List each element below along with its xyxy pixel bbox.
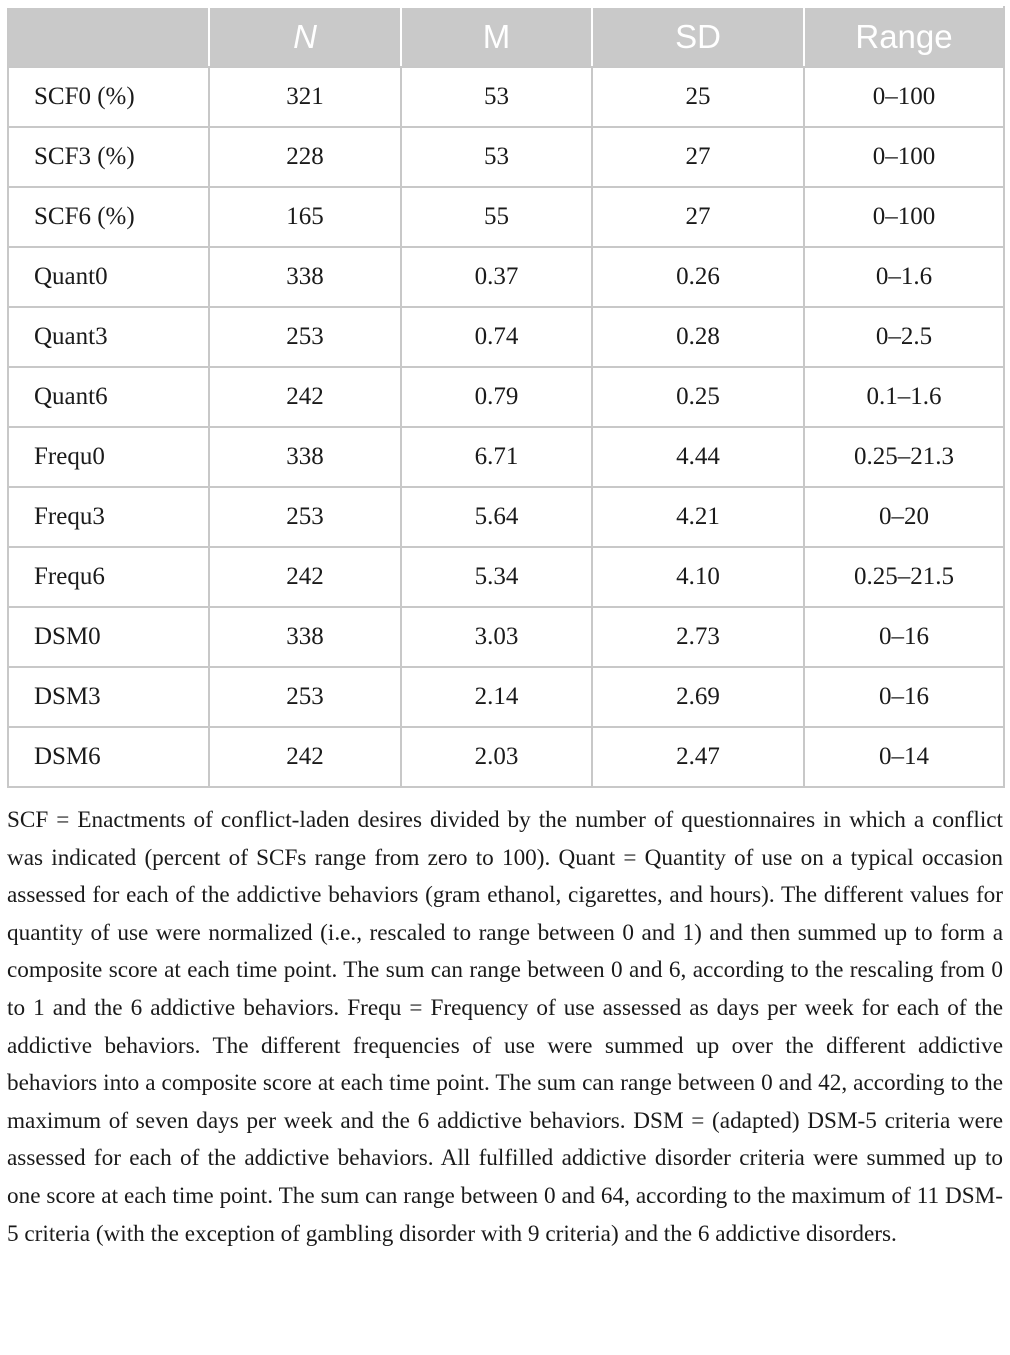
cell-n: 338 — [209, 247, 401, 307]
cell-range: 0–20 — [804, 487, 1004, 547]
cell-m: 55 — [401, 187, 592, 247]
cell-sd: 4.44 — [592, 427, 804, 487]
table-footnote: SCF = Enactments of conflict-laden desires divided by the number of questionnaires in which a conflict was indicated (percent of SCFs range from zero to 100). Quant = Quantity of use on a typical occasion assessed for each of the addictive behaviors (gram ethanol, cigarettes, and hours). The different values for quantity of use were normalized (i.e., rescaled to range between 0 and 1) and then summed up to form a composite score at each time point. The sum can range between 0 and 6, according to the rescaling from 0 to 1 and the 6 addictive behaviors. Frequ = Frequency of use assessed as days per week for each of the addictive behaviors. The different frequencies of use were summed up over the different addictive behaviors into a composite score at each time point. The sum can range between 0 and 42, according to the maximum of seven days per week and the 6 addictive behaviors. DSM = (adapted) DSM-5 criteria were assessed for each of the addictive behaviors. All fulfilled addictive disorder criteria were summed up to one score at each time point. The sum can range between 0 and 64, according to the maximum of 11 DSM-5 criteria (with the exception of gambling disorder with 9 criteria) and the 6 addictive disorders. — [7, 807, 1003, 1247]
cell-n: 253 — [209, 667, 401, 727]
cell-sd: 4.21 — [592, 487, 804, 547]
cell-sd: 2.73 — [592, 607, 804, 667]
cell-range: 0–100 — [804, 187, 1004, 247]
cell-m: 2.03 — [401, 727, 592, 787]
cell-sd: 2.47 — [592, 727, 804, 787]
row-label: SCF0 (%) — [8, 67, 209, 127]
row-label: DSM3 — [8, 667, 209, 727]
cell-n: 321 — [209, 67, 401, 127]
cell-sd: 27 — [592, 187, 804, 247]
cell-sd: 4.10 — [592, 547, 804, 607]
row-label: DSM6 — [8, 727, 209, 787]
cell-sd: 2.69 — [592, 667, 804, 727]
cell-sd: 0.25 — [592, 367, 804, 427]
table-container — [7, 6, 1003, 1253]
cell-sd: 27 — [592, 127, 804, 187]
table-row — [8, 247, 1004, 307]
cell-n: 165 — [209, 187, 401, 247]
header-row — [8, 7, 1004, 67]
row-label: Quant6 — [8, 367, 209, 427]
cell-n: 242 — [209, 727, 401, 787]
cell-range: 0–2.5 — [804, 307, 1004, 367]
table-row — [8, 547, 1004, 607]
cell-m: 0.74 — [401, 307, 592, 367]
cell-m: 3.03 — [401, 607, 592, 667]
cell-m: 6.71 — [401, 427, 592, 487]
cell-m: 5.64 — [401, 487, 592, 547]
cell-n: 228 — [209, 127, 401, 187]
cell-m: 53 — [401, 127, 592, 187]
cell-range: 0.25–21.5 — [804, 547, 1004, 607]
row-label: Frequ6 — [8, 547, 209, 607]
cell-range: 0–16 — [804, 607, 1004, 667]
table-row — [8, 727, 1004, 787]
header-n: N — [209, 7, 401, 67]
cell-n: 338 — [209, 607, 401, 667]
row-label: Quant0 — [8, 247, 209, 307]
table-row — [8, 307, 1004, 367]
table-row — [8, 607, 1004, 667]
header-empty-cell — [8, 7, 209, 67]
cell-n: 242 — [209, 367, 401, 427]
cell-m: 0.37 — [401, 247, 592, 307]
cell-sd: 25 — [592, 67, 804, 127]
cell-range: 0–100 — [804, 67, 1004, 127]
cell-range: 0–14 — [804, 727, 1004, 787]
row-label: Frequ3 — [8, 487, 209, 547]
cell-n: 253 — [209, 307, 401, 367]
cell-m: 0.79 — [401, 367, 592, 427]
header-range: Range — [804, 7, 1004, 67]
cell-n: 253 — [209, 487, 401, 547]
cell-range: 0–16 — [804, 667, 1004, 727]
table-row — [8, 667, 1004, 727]
row-label: SCF6 (%) — [8, 187, 209, 247]
cell-m: 5.34 — [401, 547, 592, 607]
table-row — [8, 367, 1004, 427]
header-m: M — [401, 7, 592, 67]
table-row — [8, 187, 1004, 247]
table-row — [8, 127, 1004, 187]
cell-range: 0.25–21.3 — [804, 427, 1004, 487]
cell-range: 0–100 — [804, 127, 1004, 187]
cell-sd: 0.26 — [592, 247, 804, 307]
cell-range: 0–1.6 — [804, 247, 1004, 307]
row-label: Quant3 — [8, 307, 209, 367]
cell-sd: 0.28 — [592, 307, 804, 367]
cell-n: 338 — [209, 427, 401, 487]
row-label: Frequ0 — [8, 427, 209, 487]
cell-range: 0.1–1.6 — [804, 367, 1004, 427]
table-row — [8, 427, 1004, 487]
row-label: DSM0 — [8, 607, 209, 667]
row-label: SCF3 (%) — [8, 127, 209, 187]
descriptive-statistics-table — [7, 6, 1005, 788]
header-sd: SD — [592, 7, 804, 67]
table-row — [8, 487, 1004, 547]
cell-m: 53 — [401, 67, 592, 127]
cell-n: 242 — [209, 547, 401, 607]
cell-m: 2.14 — [401, 667, 592, 727]
table-row — [8, 67, 1004, 127]
